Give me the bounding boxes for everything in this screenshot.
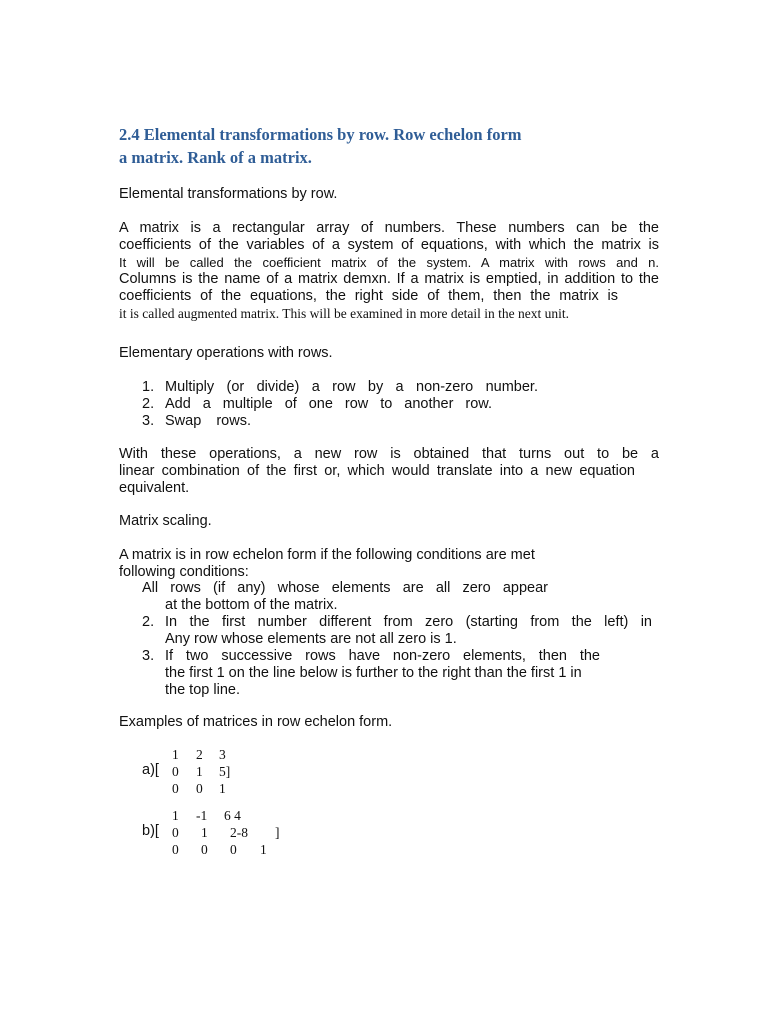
- list-item-number: 3.: [142, 413, 155, 429]
- condition-text: the top line.: [165, 682, 240, 698]
- list-item: [142, 379, 538, 396]
- matrix-a-cell: 1: [196, 764, 203, 779]
- matrix-a-cell: 0: [196, 781, 203, 796]
- matrix-a-cell: 2: [196, 747, 203, 762]
- list-item-text: Add a multiple of one row to another row.: [165, 396, 492, 412]
- matrix-b-cell: 1: [172, 808, 179, 823]
- matrix-b-cell: -1: [196, 808, 208, 823]
- section-heading: [119, 123, 522, 169]
- paragraph-line: A matrix is in row echelon form if the following conditions are met: [119, 547, 535, 563]
- matrix-a-cell: 0: [172, 781, 179, 796]
- matrix-b-cell: 6 4: [224, 808, 241, 823]
- matrix-a-cell: 3: [219, 747, 226, 762]
- matrix-a-cell: 1: [172, 747, 179, 762]
- list-item: [142, 413, 538, 430]
- matrix-b-cell: ]: [275, 825, 280, 840]
- paragraph-line: It will be called the coefficient matrix of the system. A matrix with rows and n.: [119, 255, 659, 270]
- paragraph-row-echelon-definition: [119, 547, 659, 581]
- list-item-number: 2.: [142, 614, 155, 630]
- matrix-a-cell: 5]: [219, 764, 231, 779]
- condition-item: [142, 614, 652, 631]
- paragraph-line: coefficients of the variables of a system of equations, with which the matrix is: [119, 237, 659, 253]
- paragraph-line: equivalent.: [119, 480, 190, 496]
- paragraph-line: coefficients of the equations, the right side of them, then the matrix is: [119, 288, 618, 304]
- conditions-list: [142, 580, 652, 699]
- paragraph-line: A matrix is a rectangular array of numbers. These numbers can be the: [119, 220, 659, 236]
- paragraph-line: following conditions:: [119, 564, 249, 580]
- condition-text: at the bottom of the matrix.: [165, 597, 338, 613]
- paragraph-operations-result: [119, 446, 659, 497]
- matrix-b-cell: 0: [230, 842, 237, 857]
- matrix-b-label: b)[: [142, 823, 159, 839]
- paragraph-line: linear combination of the first or, which would translate into a new equation: [119, 463, 635, 479]
- condition-text: If two successive rows have non-zero elements, then the: [165, 648, 600, 664]
- section-heading-line-1: 2.4 Elemental transformations by row. Row echelon form: [119, 125, 522, 144]
- matrix-b-cell: 1: [260, 842, 267, 857]
- condition-item: [142, 648, 652, 665]
- condition-text: the first 1 on the line below is further to the right than the first 1 in: [165, 665, 582, 681]
- list-item-text: Multiply (or divide) a row by a non-zero number.: [165, 379, 538, 395]
- condition-item: [142, 580, 652, 597]
- matrix-a-label: a)[: [142, 762, 159, 778]
- paragraph-line: it is called augmented matrix. This will be examined in more detail in the next unit.: [119, 306, 570, 321]
- list-item-number: 2.: [142, 396, 155, 412]
- matrix-b-cell: 1: [201, 825, 208, 840]
- paragraph-matrix-definition: [119, 220, 659, 322]
- condition-text: Any row whose elements are not all zero is 1.: [165, 631, 457, 647]
- list-item-text: Swap rows.: [165, 413, 251, 429]
- matrix-b-cell: 0: [172, 825, 179, 840]
- matrix-a-cell: 1: [219, 781, 226, 796]
- list-item: [142, 396, 538, 413]
- operations-list: [142, 379, 538, 430]
- paragraph-line: With these operations, a new row is obtained that turns out to be a: [119, 446, 659, 462]
- paragraph-line: Columns is the name of a matrix demxn. If a matrix is emptied, in addition to the: [119, 271, 659, 287]
- subheading-elemental-transformations: Elemental transformations by row.: [119, 186, 338, 202]
- matrix-b-cell: 0: [201, 842, 208, 857]
- condition-text: All rows (if any) whose elements are all zero appear: [142, 580, 548, 596]
- subheading-matrix-scaling: Matrix scaling.: [119, 513, 212, 529]
- matrix-b-cell: 0: [172, 842, 179, 857]
- subheading-examples: Examples of matrices in row echelon form.: [119, 714, 393, 730]
- list-item-number: 1.: [142, 379, 155, 395]
- condition-text: In the first number different from zero (starting from the left) in: [165, 614, 652, 630]
- section-heading-line-2: a matrix. Rank of a matrix.: [119, 148, 312, 167]
- matrix-b-cell: 2-8: [230, 825, 248, 840]
- subheading-elementary-operations: Elementary operations with rows.: [119, 345, 333, 361]
- list-item-number: 3.: [142, 648, 155, 664]
- matrix-a-cell: 0: [172, 764, 179, 779]
